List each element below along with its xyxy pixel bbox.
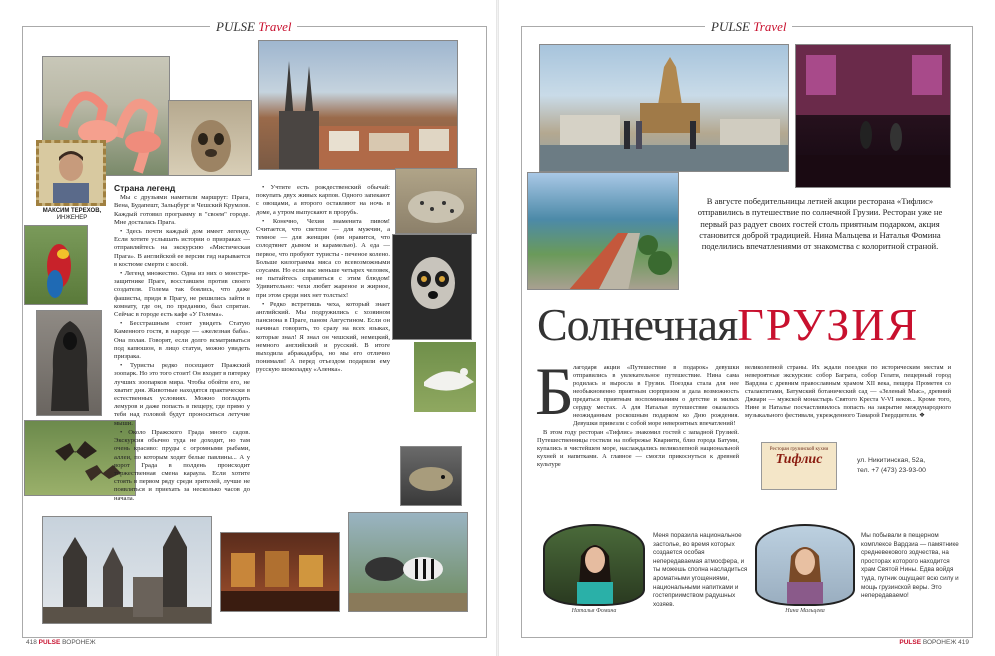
- footer-city: ВОРОНЕЖ: [922, 639, 957, 646]
- article-column-2: [745, 364, 951, 436]
- prague-city-photo: [258, 40, 458, 170]
- concert-photo: [795, 44, 951, 188]
- left-page-header: [210, 19, 297, 35]
- paragraph: Мы с друзьями наметили маршрут: Прага, Вена, Будапешт, Зальцбург и Чешский Крумлов. Каждый готовил программу в "своем" городе. Мне досталась Прага.: [114, 194, 250, 226]
- paragraph: • Учтите есть рождественский обычай: покупать двух живых карпов. Одного запекают с овощами, а второго оставляют на ночь в доме, а утром выпускают в прорубь.: [256, 184, 390, 216]
- beer-hall-photo: [220, 532, 340, 612]
- meerkat-photo: [168, 100, 252, 176]
- paragraph: • Туристы редко посещают Пражский зоопарк. Но это того стоит! Он входит в пятерку лучших зоопарков мира. Чтобы обойти его, не хватит дня. Животные находятся практически в естественных условиях. Можно погладить лемуров и даже попасть в пещеру, где прямо у тебя над головой будут проноситься летучие мыши.: [114, 362, 250, 427]
- lemur-photo: [392, 234, 472, 340]
- tiflis-logo: [761, 442, 837, 490]
- seaside-boulevard-photo: [527, 172, 679, 290]
- footer-brand: PULSE: [38, 639, 61, 646]
- left-text-column-2: [256, 184, 390, 514]
- caption-nina: Нина Мальцева: [785, 608, 825, 614]
- header-section: Travel: [753, 19, 787, 34]
- title-part-1: Солнечная: [537, 299, 738, 350]
- natalia-portrait: [543, 524, 645, 606]
- right-page-header: [705, 19, 792, 35]
- footer-brand: PULSE: [899, 639, 922, 646]
- zebra-photo: [348, 512, 468, 612]
- paragraph: • Около Пражского Града много садов. Экскурсия обычно туда не доходит, но там очень красиво: пруды с огромными рыбами, аллеи, по которым ходят белые павлины... А у ворот Града в полдень происходит торжественная смена караула. Если хотите стоять в первом ряду среди зрителей, лучше не появляться и приехать за несколько часов до начала.: [114, 428, 250, 502]
- logo-subtitle: Ресторан грузинской кухни: [769, 447, 829, 452]
- quote-natalia: Меня поразила национальное застолье, во время которых создается особая непередаваемая атмосфера, и ты можешь сполна насладиться ароматными угощениями, национальными напитками и гостеприимством радушных хозяев.: [653, 532, 748, 608]
- caption-natalia: Наталья Фомина: [571, 608, 617, 614]
- paragraph: • Редко встретишь чеха, который знает английский. Мы подружились с хозяином пансиона в Праге, паном Августином. Если он начинал говорить, то сразу на всех языках, которые знал! Я знал он чешский, немецкий, немного английский и русский. В итоге выходила абракадабра, но мы его отлично понимали! А перед отъездом подарили ему русскую шоколадку «Аленка».: [256, 300, 390, 374]
- paragraph: великолепной страны. Их ждали поездки по историческим местам и невероятные экскурсии: собор Баграта, собор Гелати, пещерный город Вардзиа с древним православным храмом XII века, пещера Прометея со сталактитами, Батумский ботанический сад — «Зеленый Мыс», древний Джвари — мужской монастырь Святого Креста V-VI веков... Кроме того, Нине и Наталье посчастливилось попасть на закрытие международного музыкального фестиваля, укрежденного Тамарой Гвердцители. ❖: [745, 364, 951, 419]
- paragraph: В этом году ресторан «Тифлис» знакомил гостей с западной Грузией. Путешественницы гостили на побережье Кварияти, близ города Батуми, купались в чистейшем море, наслаждались великолепной национальной кухней и напитками. А главное — смогли прикоснуться к древней культуре: [537, 429, 739, 468]
- lead-paragraph: В августе победительницы летней акции ресторана «Тифлис» отправились в путешествие по солнечной Грузии. Ресторан уже не первый раз радует своих гостей столь приятным подарком, акция становится доброй традицией. Нина Мальцева и Наталья Фомина поделились впечатлениями от знакомства с колоритной страной.: [697, 196, 943, 252]
- left-footer: [26, 639, 96, 646]
- left-text-column-1: [114, 184, 250, 514]
- title-part-2: ГРУЗИЯ: [737, 299, 920, 350]
- quote-nina: Мы побывали в пещерном комплексе Вардзиа — памятнике средневекового зодчества, на просторах которого находится храм Святой Нины. Едва войдя туда, путник ощущает всю силу и мощь грузинской веры. Это непередаваемо!: [861, 532, 959, 600]
- right-page: [499, 0, 995, 656]
- address-street: ул. Никитинская, 52а,: [857, 457, 926, 464]
- author-credit: [34, 208, 110, 222]
- batumi-fountain-photo: [539, 44, 789, 172]
- footer-city: ВОРОНЕЖ: [62, 639, 96, 646]
- article-title: [537, 300, 919, 350]
- peacock-photo: [414, 342, 476, 412]
- statue-photo: [36, 310, 102, 416]
- page-number: 419: [958, 639, 969, 646]
- header-section: Travel: [258, 19, 292, 34]
- paragraph: • Бесстрашным стоит увидеть Статую Каменного гостя, в народе — «железная баба». Она полая. Говорят, если долго всматриваться под капюшон, в лицо статуи, можно увидеть призрака.: [114, 320, 250, 361]
- logo-name: Тифлис: [775, 452, 823, 467]
- parrot-photo: [24, 225, 88, 305]
- carp-photo: [400, 446, 462, 506]
- header-brand: PULSE: [711, 19, 750, 34]
- header-brand: PULSE: [216, 19, 255, 34]
- paragraph: • Конечно, Чехия знаменита пивом! Считается, что светлое — для мужчин, а темное — для женщин (им нравится, что солодтянет дымом и карамелью). А еда — первое, что пробуют туристы - печеное колено. Больше килограмма мяса со всевозможными соусами. Но если вас меньше четырех человек, не пытайтесь справиться с этим блюдом! Удивительно: чехи любят жареное и жирное, при этом среди них нет толстых!: [256, 217, 390, 299]
- right-footer: [899, 639, 969, 646]
- leopard-photo: [395, 168, 477, 234]
- article-column-1: [537, 364, 739, 518]
- author-photo: [36, 140, 106, 206]
- author-name: МАКСИМ ТЕРЕХОВ,: [42, 208, 102, 214]
- paragraph: лагодаря акции «Путешествие в подарок» девушки отправились в увлекательное путешествие. Нина сама родилась и выросла в Грузии. Поездка стала для нее необыкновенно приятным сюрпризом и дала возможность предаться приятным воспоминаниям о детстве и милых сердцу местах. А для Натальи путешествие оказалось неожиданным роскошным подарком ко Дню рождения. Девушки привезли с собой море невероятных впечатлений!: [573, 364, 739, 427]
- charles-bridge-photo: [42, 516, 212, 624]
- paragraph: • Легенд множество. Одна из них о монстре-защитнике Праге, восставшем против своего создателя. Голема так боялись, что даже фашисты, придя в Прагу, не решились зайти в комнату, где он, по преданию, был спрятан. Сейчас в городе есть кафе «У Голема».: [114, 270, 250, 319]
- address-block: [857, 456, 967, 476]
- nina-portrait: [755, 524, 855, 606]
- left-page: [0, 0, 496, 656]
- drop-cap: Б: [535, 353, 575, 429]
- address-phone: тел. +7 (473) 23-93-00: [857, 467, 926, 474]
- paragraph: • Здесь почти каждый дом имеет легенду. Если хотите услышать истории о призраках — отправляйтесь на экскурсию «Мистическая Прага». В английской ее версии гид нарывается в костюме смерти с косой.: [114, 228, 250, 268]
- author-role: ИНЖЕНЕР: [56, 215, 88, 221]
- page-number: 418: [26, 639, 37, 646]
- section-subtitle: Страна легенд: [114, 183, 176, 193]
